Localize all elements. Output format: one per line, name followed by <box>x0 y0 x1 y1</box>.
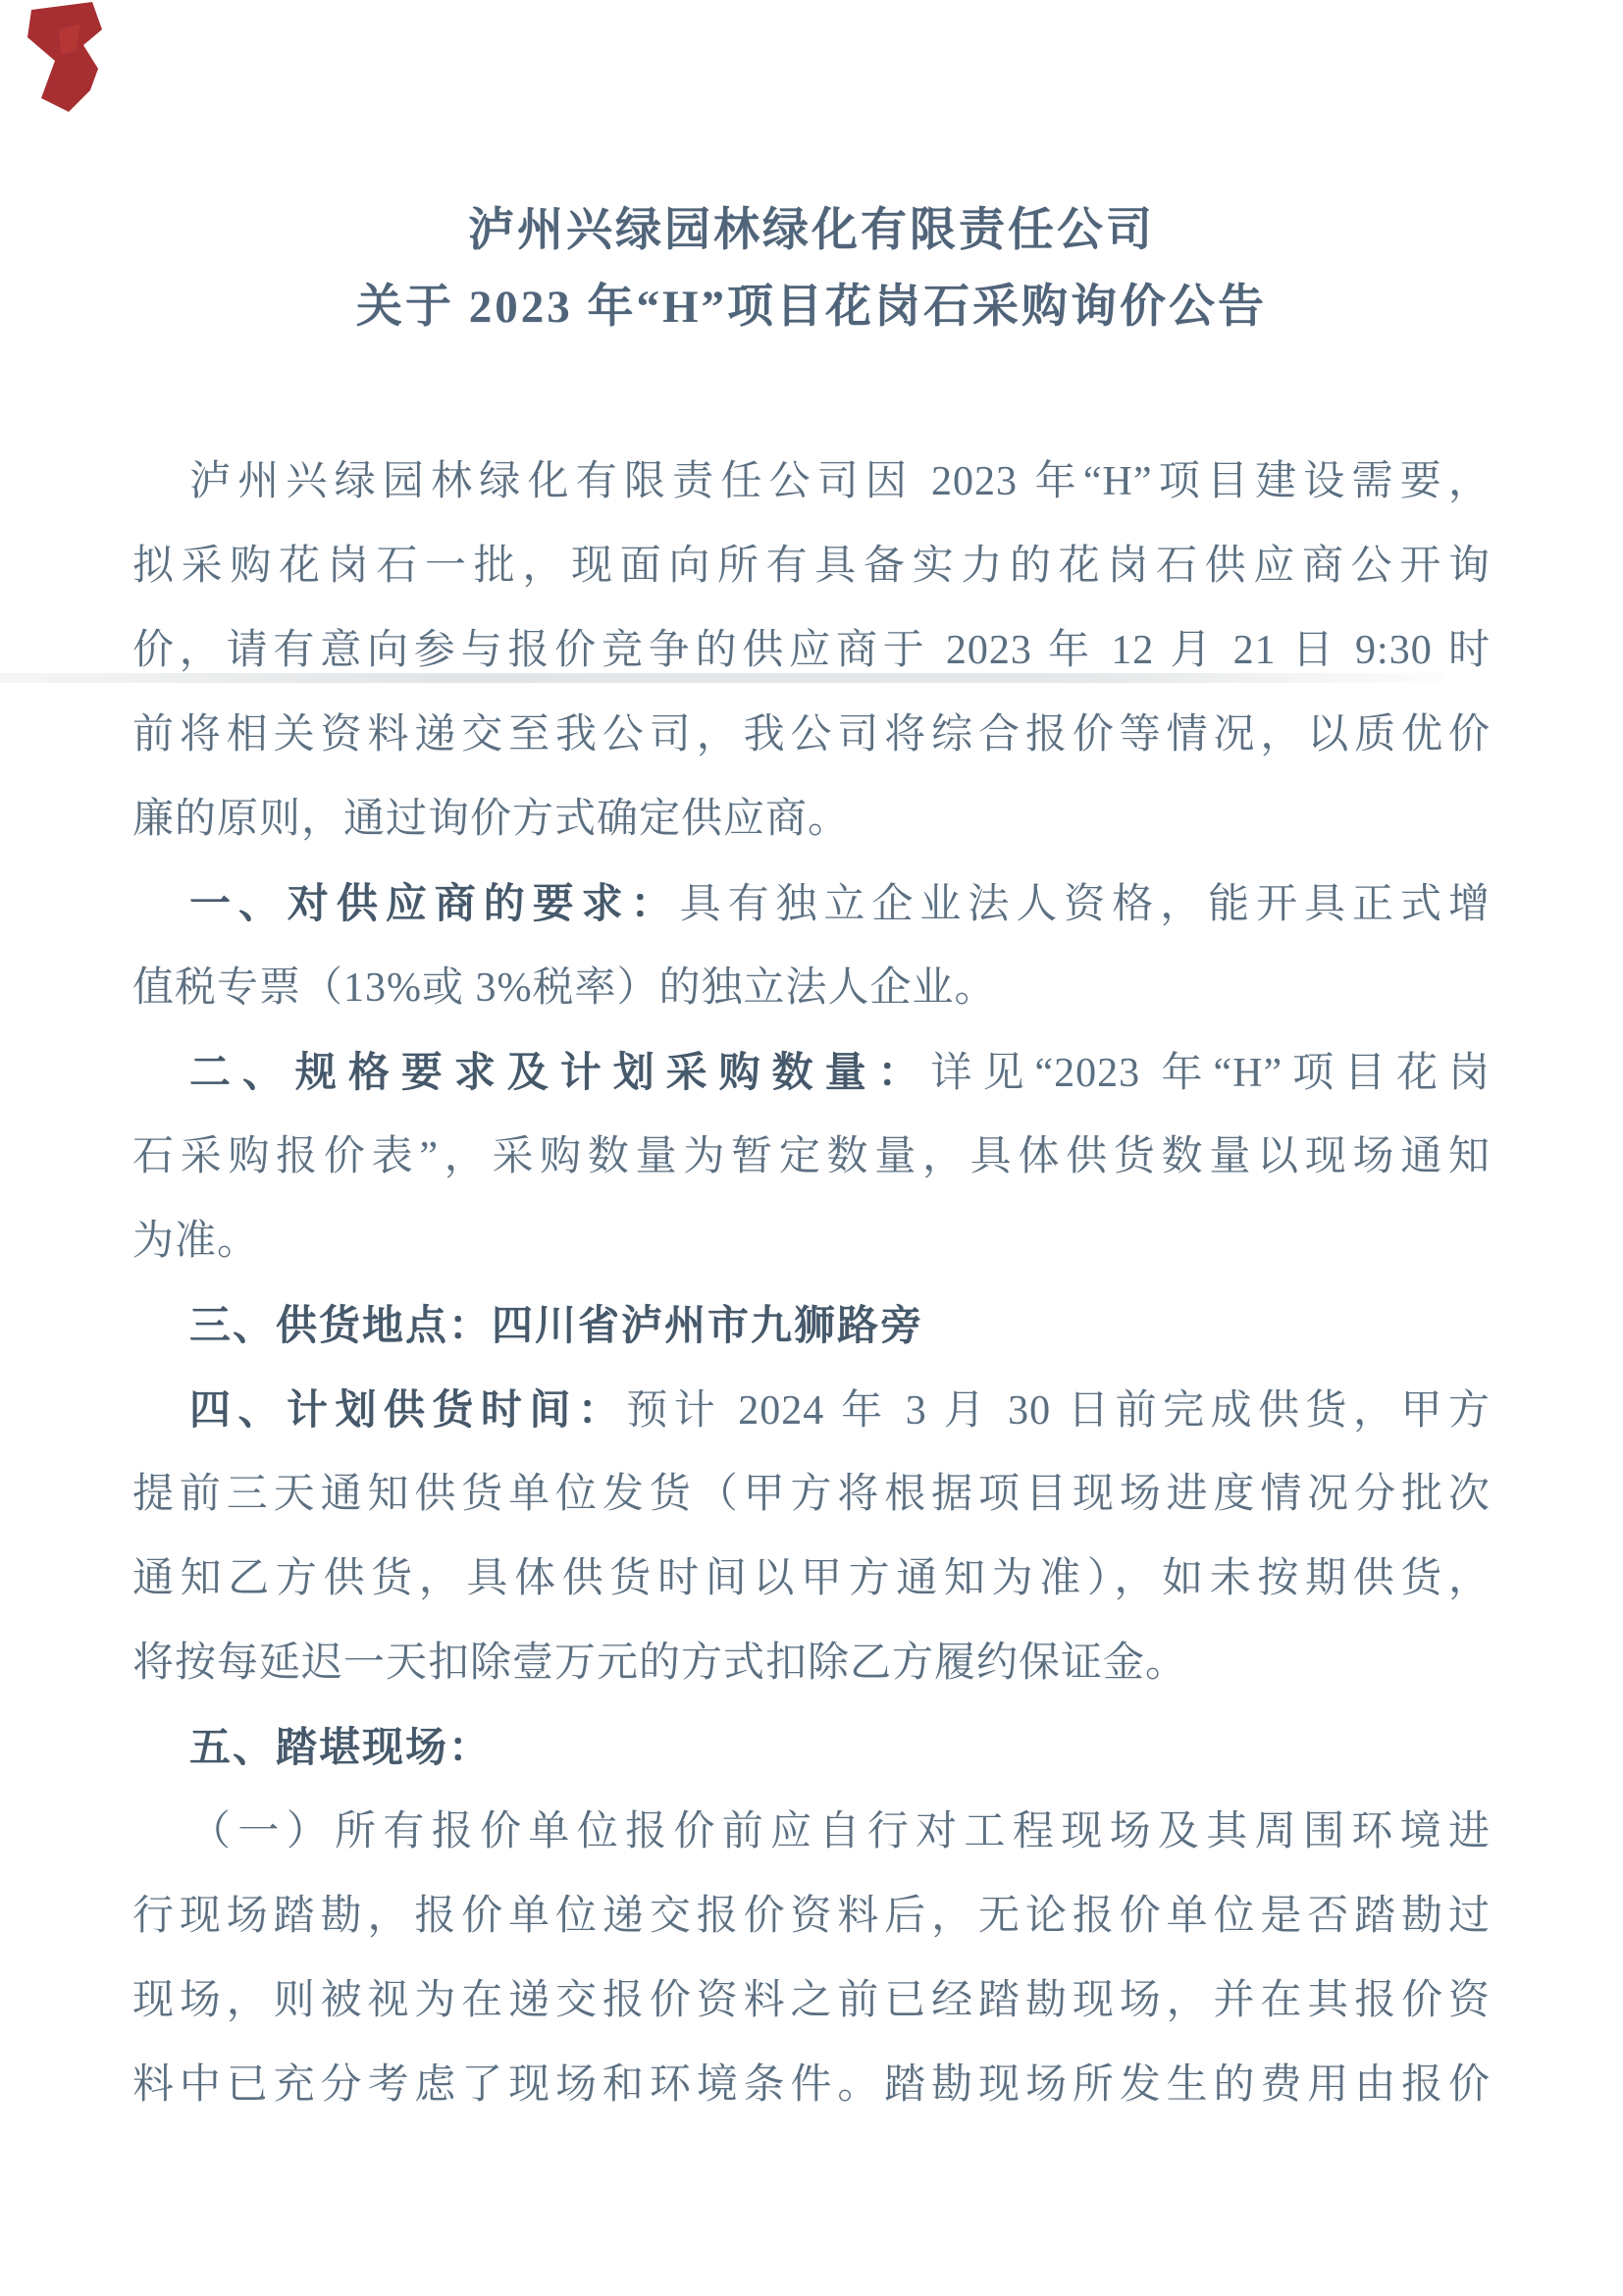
line-text: 详见“2023 年“H”项目花岗 <box>930 1051 1491 1096</box>
text-line <box>132 524 1491 608</box>
text-line <box>132 1705 1491 1790</box>
text-line <box>132 1115 1491 1199</box>
line-text: 前将相关资料递交至我公司，我公司将综合报价等情况，以质优价 <box>132 712 1491 757</box>
text-line <box>132 440 1491 524</box>
red-corner-mark-shape <box>27 2 102 112</box>
red-corner-mark <box>20 0 113 126</box>
text-line <box>132 1958 1491 2043</box>
line-text: 廉的原则，通过询价方式确定供应商。 <box>132 797 851 842</box>
text-line <box>132 777 1491 861</box>
line-text: 拟采购花岗石一批，现面向所有具备实力的花岗石供应商公开询 <box>132 544 1491 589</box>
line-text: 泸州兴绿园林绿化有限责任公司因 2023 年“H”项目建设需要， <box>189 459 1491 504</box>
document-title <box>0 0 1623 345</box>
text-line <box>132 1452 1491 1537</box>
text-line <box>132 693 1491 777</box>
line-text: 具有独立企业法人资格，能开具正式增 <box>679 882 1491 927</box>
line-text: 价，请有意向参与报价竞争的供应商于 2023 年 12 月 21 日 9:30 时 <box>132 628 1491 673</box>
document-body <box>132 440 1491 2127</box>
line-text: 预计 2024 年 3 月 30 日前完成供货，甲方 <box>626 1388 1491 1434</box>
text-line <box>132 946 1491 1030</box>
text-line <box>132 1874 1491 1958</box>
text-line <box>132 608 1491 693</box>
section-heading: 三、供货地点：四川省泸州市九狮路旁 <box>189 1302 924 1348</box>
line-text: 提前三天通知供货单位发货（甲方将根据项目现场进度情况分批次 <box>132 1472 1491 1517</box>
text-line <box>132 1790 1491 1874</box>
line-text: 行现场踏勘，报价单位递交报价资料后，无论报价单位是否踏勘过 <box>132 1894 1491 1939</box>
text-line <box>132 1621 1491 1705</box>
line-text: （一）所有报价单位报价前应自行对工程现场及其周围环境进 <box>189 1809 1491 1854</box>
text-line <box>132 2043 1491 2127</box>
line-text: 料中已充分考虑了现场和环境条件。踏勘现场所发生的费用由报价 <box>132 2062 1491 2108</box>
line-text: 将按每延迟一天扣除壹万元的方式扣除乙方履约保证金。 <box>132 1641 1188 1686</box>
line-text: 石采购报价表”，采购数量为暂定数量，具体供货数量以现场通知 <box>132 1134 1491 1179</box>
line-text: 现场，则被视为在递交报价资料之前已经踏勘现场，并在其报价资 <box>132 1978 1491 2023</box>
line-text: 值税专票（13%或 3%税率）的独立法人企业。 <box>132 965 997 1011</box>
section-heading: 一、对供应商的要求： <box>189 880 680 926</box>
text-line <box>132 1283 1491 1368</box>
section-heading: 二、规格要求及计划采购数量： <box>189 1049 931 1095</box>
title-company-name: 泸州兴绿园林绿化有限责任公司 <box>468 205 1155 256</box>
line-text: 通知乙方供货，具体供货时间以甲方通知为准），如未按期供货， <box>132 1556 1491 1601</box>
section-heading: 四、计划供货时间： <box>189 1386 627 1433</box>
text-line <box>132 861 1491 946</box>
section-heading: 五、踏堪现场： <box>189 1724 493 1770</box>
title-announcement-subject: 关于 2023 年“H”项目花岗石采购询价公告 <box>355 282 1268 333</box>
text-line <box>132 1030 1491 1115</box>
text-line <box>132 1368 1491 1452</box>
text-line <box>132 1537 1491 1621</box>
line-text: 为准。 <box>132 1219 260 1264</box>
text-line <box>132 1199 1491 1283</box>
